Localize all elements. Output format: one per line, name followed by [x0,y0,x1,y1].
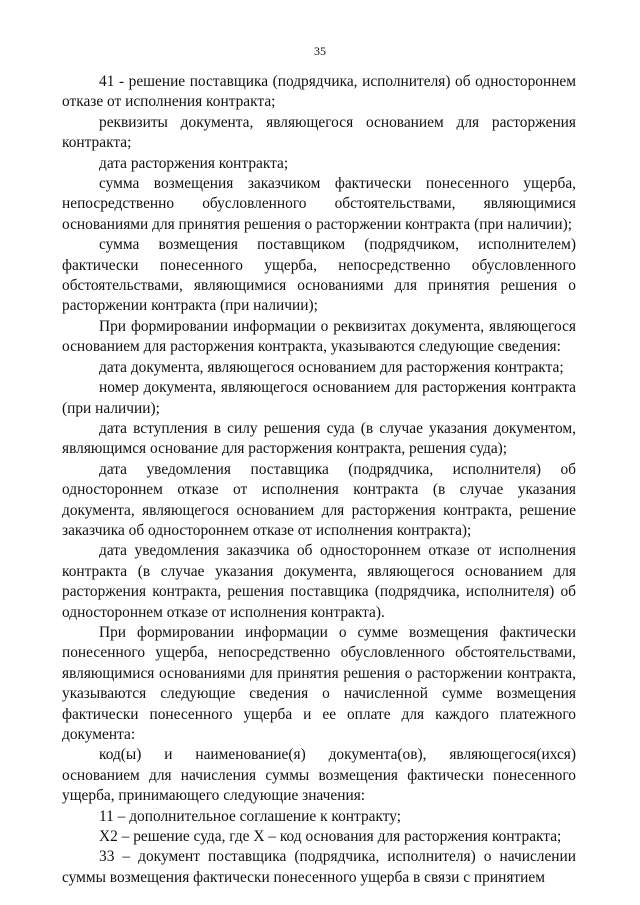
paragraph: номер документа, являющегося основанием для расторжения контракта (при наличии); [62,379,576,417]
page-number: 35 [314,44,326,58]
paragraph: При формировании информации о реквизитах документа, являющегося основанием для расторжения контракта, указываются следующие сведения: [62,317,576,356]
paragraph: сумма возмещения заказчиком фактически понесенного ущерба, непосредственно обусловленного обстоятельствами, являющимися основаниями для принятия решения о расторжении контракта (при наличии); [62,175,576,233]
paragraph: 33 – документ поставщика (подрядчика, исполнителя) о начислении суммы возмещения фактически понесенного ущерба в связи с принятием [62,848,576,886]
paragraph: дата документа, являющегося основанием для расторжения контракта; [99,358,564,376]
paragraph: реквизиты документа, являющегося основанием для расторжения контракта; [62,113,576,152]
paragraph: 11 – дополнительное соглашение к контракту; [99,807,402,825]
paragraph: 41 - решение поставщика (подрядчика, исполнителя) об одностороннем отказе от исполнения контракта; [62,73,576,111]
paragraph: сумма возмещения поставщиком (подрядчиком, исполнителем) фактически понесенного ущерба, непосредственно обусловленного обстоятельствами, являющимися основаниями для принятия решения о расторжении контракта (при наличии); [62,236,576,315]
paragraph: дата уведомления заказчика об одностороннем отказе от исполнения контракта (в случае указания документа, являющегося основанием для расторжения контракта, решения поставщика (подрядчика, исполнителя) об одностороннем отказе от исполнения контракта). [62,542,576,621]
paragraph: дата вступления в силу решения суда (в случае указания документом, являющимся основание для расторжения контракта, решения суда); [62,419,576,458]
paragraph: дата расторжения контракта; [99,154,289,172]
document-body [62,72,576,888]
paragraph: X2 – решение суда, где X – код основания для расторжения контракта; [99,828,562,846]
paragraph: дата уведомления поставщика (подрядчика, исполнителя) об одностороннем отказе от исполнения контракта (в случае указания документа, являющегося основанием для расторжения контракта, решение заказчика об одностороннем отказе от исполнения контракта); [62,460,576,539]
paragraph: При формировании информации о сумме возмещения фактически понесенного ущерба, непосредственно обусловленного обстоятельствами, являющимися основаниями для принятия решения о расторжении контракта, указываются следующие сведения о начисленной сумме возмещения фактически понесенного ущерба и ее оплате для каждого платежного документа: [62,623,576,743]
paragraph: код(ы) и наименование(я) документа(ов), являющегося(ихся) основанием для начисления суммы возмещения фактически понесенного ущерба, принимающего следующие значения: [62,746,576,805]
